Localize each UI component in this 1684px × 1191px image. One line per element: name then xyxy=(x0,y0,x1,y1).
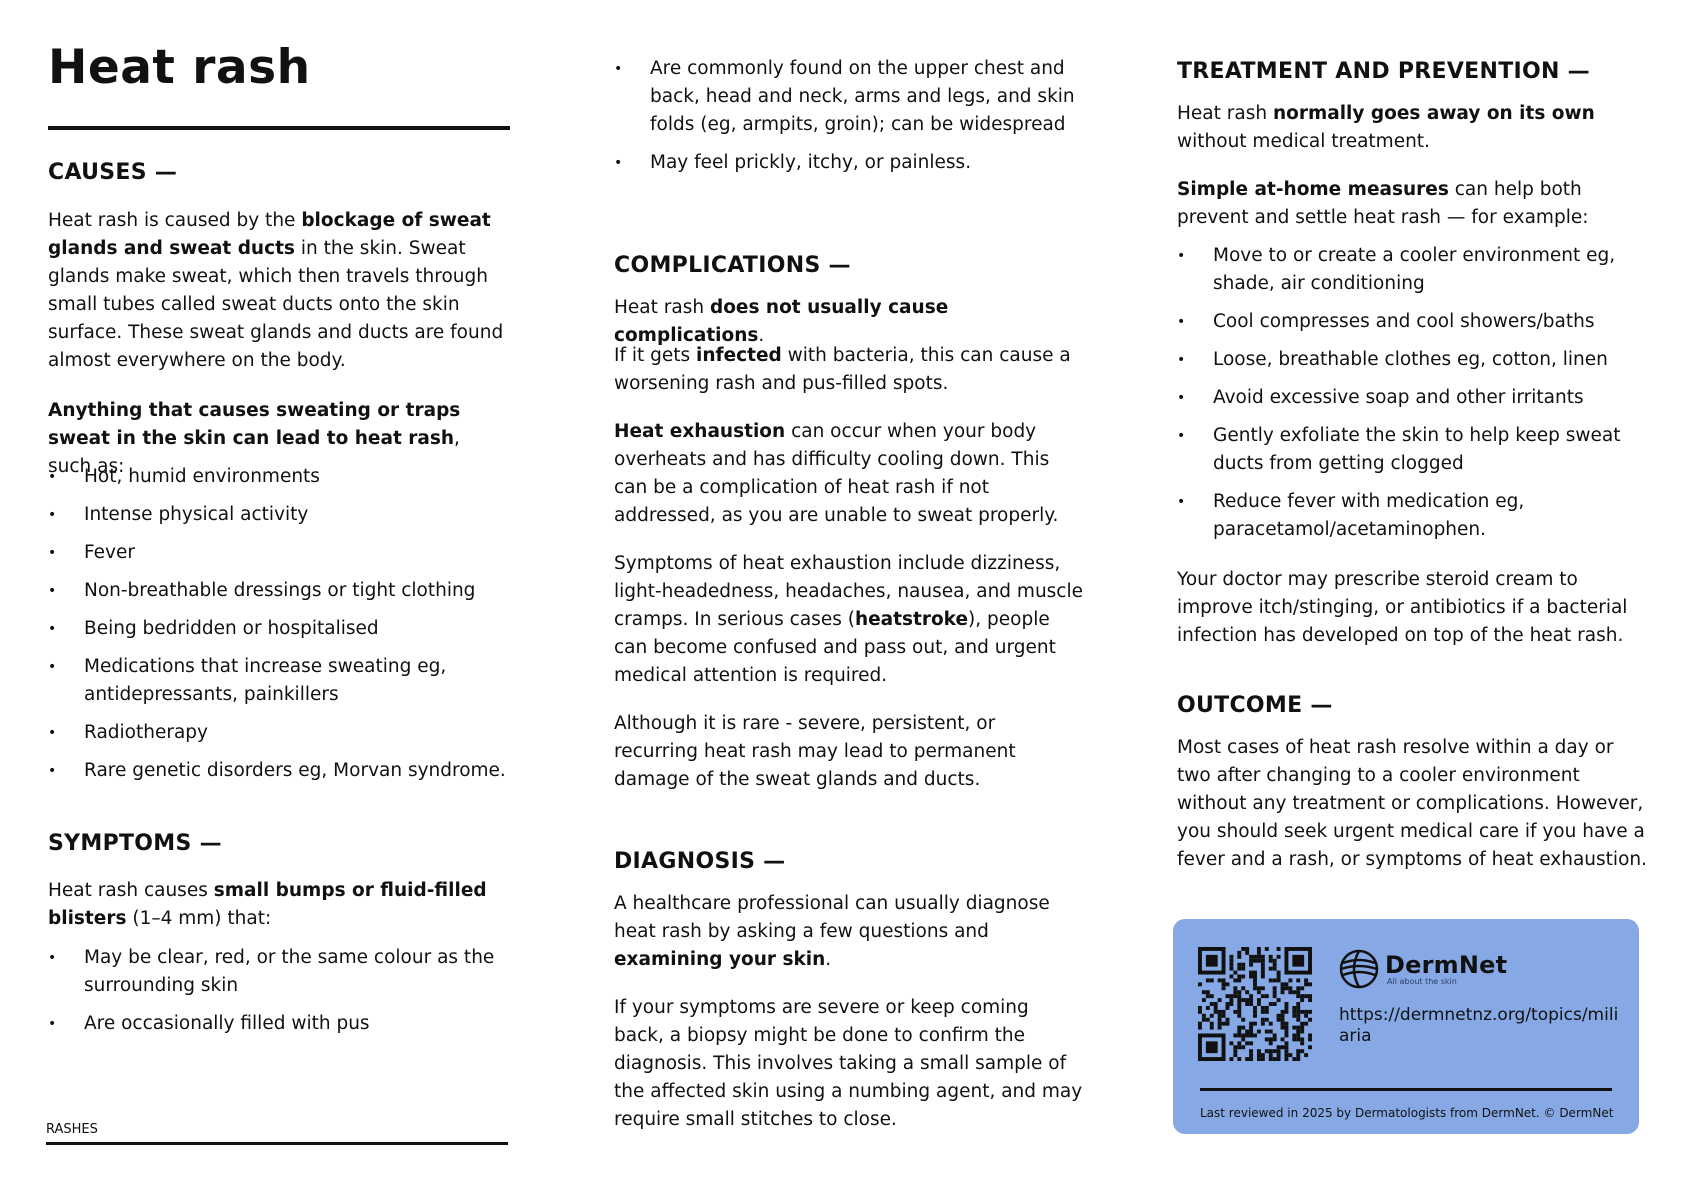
causes-paragraph-2: Anything that causes sweating or traps sweat in the skin can lead to heat rash, such as: xyxy=(48,400,461,477)
title-underline xyxy=(48,126,510,130)
symptoms-paragraph: Heat rash causes small bumps or fluid-filled blisters (1–4 mm) that: xyxy=(48,880,487,929)
list-item: • May be clear, red, or the same colour as the surrounding skin xyxy=(48,944,518,1000)
list-item: • Gently exfoliate the skin to help keep sweat ducts from getting clogged xyxy=(1177,422,1647,478)
topic-url-link[interactable]: https://dermnetnz.org/topics/miliaria xyxy=(1339,1005,1619,1046)
symptoms-heading: SYMPTOMS — xyxy=(48,831,222,856)
treatment-paragraph-3: Your doctor may prescribe steroid cream to improve itch/stinging, or antibiotics if a bacterial infection has developed on top of the heat rash. xyxy=(1177,569,1628,646)
dermnet-logo xyxy=(1339,949,1507,989)
review-note: Last reviewed in 2025 by Dermatologists from DermNet. © DermNet xyxy=(1200,1106,1614,1120)
dermnet-globe-icon xyxy=(1339,949,1379,989)
causes-heading: CAUSES — xyxy=(48,160,178,185)
complications-paragraph-1: Heat rash does not usually cause complications. xyxy=(614,297,949,346)
qr-code-icon[interactable] xyxy=(1198,947,1312,1061)
list-item: • Are commonly found on the upper chest and back, head and neck, arms and legs, and skin folds (eg, armpits, groin); can be widespread xyxy=(614,55,1086,139)
treatment-paragraph-1: Heat rash normally goes away on its own without medical treatment. xyxy=(1177,103,1595,152)
complications-heading: COMPLICATIONS — xyxy=(614,253,851,278)
treatment-heading: TREATMENT AND PREVENTION — xyxy=(1177,59,1590,84)
complications-paragraph-2: If it gets infected with bacteria, this can cause a worsening rash and pus-filled spots. xyxy=(614,345,1071,394)
list-item: • Rare genetic disorders eg, Morvan syndrome. xyxy=(48,757,518,785)
brand-name: DermNet xyxy=(1385,950,1508,979)
treatment-list xyxy=(1177,242,1647,554)
causes-paragraph-1: Heat rash is caused by the blockage of sweat glands and sweat ducts in the skin. Sweat glands make sweat, which then travels through small tubes called sweat ducts onto the skin surface. These sweat glands and ducts are found almost everywhere on the body. xyxy=(48,210,504,371)
list-item: • Cool compresses and cool showers/baths xyxy=(1177,308,1647,336)
list-item: • Radiotherapy xyxy=(48,719,518,747)
complications-paragraph-4: Symptoms of heat exhaustion include dizziness, light-headedness, headaches, nausea, and muscle cramps. In serious cases (heatstroke), people can become confused and pass out, and urgent medical attention is required. xyxy=(614,553,1084,686)
treatment-paragraph-2: Simple at-home measures can help both prevent and settle heat rash — for example: xyxy=(1177,179,1589,228)
outcome-paragraph: Most cases of heat rash resolve within a day or two after changing to a cooler environment without any treatment or complications. However, you should seek urgent medical care if you have a fever and a rash, or symptoms of heat exhaustion. xyxy=(1177,737,1647,870)
causes-list xyxy=(48,463,518,795)
dermnet-card xyxy=(1173,919,1639,1134)
page-title: Heat rash xyxy=(48,40,311,95)
list-item: • Medications that increase sweating eg, antidepressants, painkillers xyxy=(48,653,518,709)
symptoms-list-continued xyxy=(614,55,1086,187)
list-item: • May feel prickly, itchy, or painless. xyxy=(614,149,1086,177)
diagnosis-paragraph-1: A healthcare professional can usually diagnose heat rash by asking a few questions and examining your skin. xyxy=(614,893,1050,970)
footer-section-label: RASHES xyxy=(46,1122,98,1137)
complications-paragraph-5: Although it is rare - severe, persistent, or recurring heat rash may lead to permanent damage of the sweat glands and ducts. xyxy=(614,713,1016,790)
list-item: • Reduce fever with medication eg, paracetamol/acetaminophen. xyxy=(1177,488,1647,544)
diagnosis-heading: DIAGNOSIS — xyxy=(614,849,786,874)
symptoms-list xyxy=(48,944,518,1048)
list-item: • Are occasionally filled with pus xyxy=(48,1010,518,1038)
list-item: • Fever xyxy=(48,539,518,567)
list-item: • Avoid excessive soap and other irritants xyxy=(1177,384,1647,412)
diagnosis-paragraph-2: If your symptoms are severe or keep coming back, a biopsy might be done to confirm the diagnosis. This involves taking a small sample of the affected skin using a numbing agent, and may require small stitches to close. xyxy=(614,997,1083,1130)
list-item: • Hot, humid environments xyxy=(48,463,518,491)
brand-tagline: All about the skin xyxy=(1387,976,1457,986)
complications-paragraph-3: Heat exhaustion can occur when your body overheats and has difficulty cooling down. This can be a complication of heat rash if not addressed, as you are unable to sweat properly. xyxy=(614,421,1059,526)
list-item: • Intense physical activity xyxy=(48,501,518,529)
list-item: • Move to or create a cooler environment eg, shade, air conditioning xyxy=(1177,242,1647,298)
list-item: • Loose, breathable clothes eg, cotton, linen xyxy=(1177,346,1647,374)
list-item: • Being bedridden or hospitalised xyxy=(48,615,518,643)
footer-rule xyxy=(46,1142,508,1145)
outcome-heading: OUTCOME — xyxy=(1177,693,1333,718)
list-item: • Non-breathable dressings or tight clothing xyxy=(48,577,518,605)
card-divider xyxy=(1200,1088,1612,1091)
